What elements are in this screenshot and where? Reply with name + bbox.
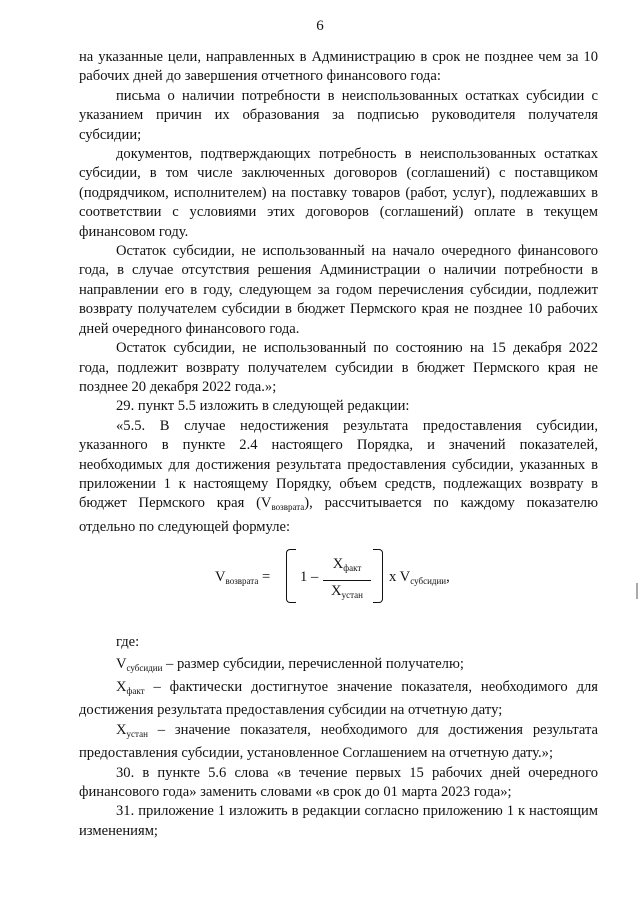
document-body [79,48,598,841]
formula-one-minus: 1 – [300,569,319,586]
paragraph: на указанные цели, направленных в Администрацию в срок не позднее чем за 10 рабочих дней до завершения отчетного финансового года: [79,49,598,85]
fraction-numerator: $X_{факт}$ [323,555,371,580]
fraction-denominator: $X_{устан}$ [331,582,363,600]
left-bracket [286,549,296,603]
page-number: 6 [316,18,324,34]
formula [79,537,598,633]
paragraph: письма о наличии потребности в неиспользованных остатках субсидии с указанием причин их образования за подписью руководителя получателя субсидии; [79,87,598,143]
paragraph: 31. приложение 1 изложить в редакции согласно приложению 1 к настоящим изменениям; [79,803,598,839]
definition-v-subsidy: $V_{субсидии}$ – размер субсидии, перечисленной получателю; [116,655,464,673]
text-run: ), рассчитывается по каждому показателю отдельно по следующей формуле: [79,495,598,535]
paragraph: Остаток субсидии, не использованный на начало очередного финансового года, в случае отсутствия решения Администрации о наличии потребности в направлении его в году, следующем за годом перечисления субсидии, подлежит возврату получателем субсидии в бюджет Пермского края не позднее 10 рабочих дней очередного финансового года. [79,243,598,337]
formula-tail: x $V_{субсидии}$, [389,569,450,587]
where-label: где: [116,634,140,651]
subscript: возврата [271,502,305,513]
paragraph-5-5 [79,417,598,537]
paragraph: Остаток субсидии, не использованный по состоянию на 15 декабря 2022 года, подлежит возврату получателем субсидии в бюджет Пермского края не позднее 20 декабря 2022 года.»; [79,340,598,395]
definition-x-fact: $X_{факт}$ – фактически достигнутое значение показателя, необходимого для достижения результата предоставления субсидии на отчетную дату; [79,678,598,719]
formula-lhs: $V_{возврата}$ = [215,569,271,587]
scan-edge-mark [636,583,638,599]
paragraph: документов, подтверждающих потребность в неиспользованных остатках субсидии, в том числе заключенных договоров (соглашений) с поставщиком (подрядчиком, исполнителем) на поставку товаров (работ, услуг), подлежавших в соответствии с условиями этих договоров (соглашений) оплате в текущем финансовом году. [79,146,598,240]
definition-x-target: $X_{устан}$ – значение показателя, необходимого для достижения результата предоставления субсидии, установленное Соглашением на отчетную дату.»; [79,721,598,762]
formula-fraction [323,555,371,605]
paragraph: 30. в пункте 5.6 слова «в течение первых 15 рабочих дней очередного финансового года» заменить словами «в срок до 01 марта 2023 года»; [79,764,598,800]
text-run: «5.5. В случае недостижения результата предоставления субсидии, указанного в пункте 2.4 настоящего Порядка, и значений показателей, необходимых для достижения результата предоставления субсидии, указанных в приложении 1 к настоящему Порядку, объем средств, подлежащих возврату в бюджет Пермского края (V [79,417,598,512]
paragraph: 29. пункт 5.5 изложить в следующей редакции: [116,398,410,415]
right-bracket [373,549,383,603]
